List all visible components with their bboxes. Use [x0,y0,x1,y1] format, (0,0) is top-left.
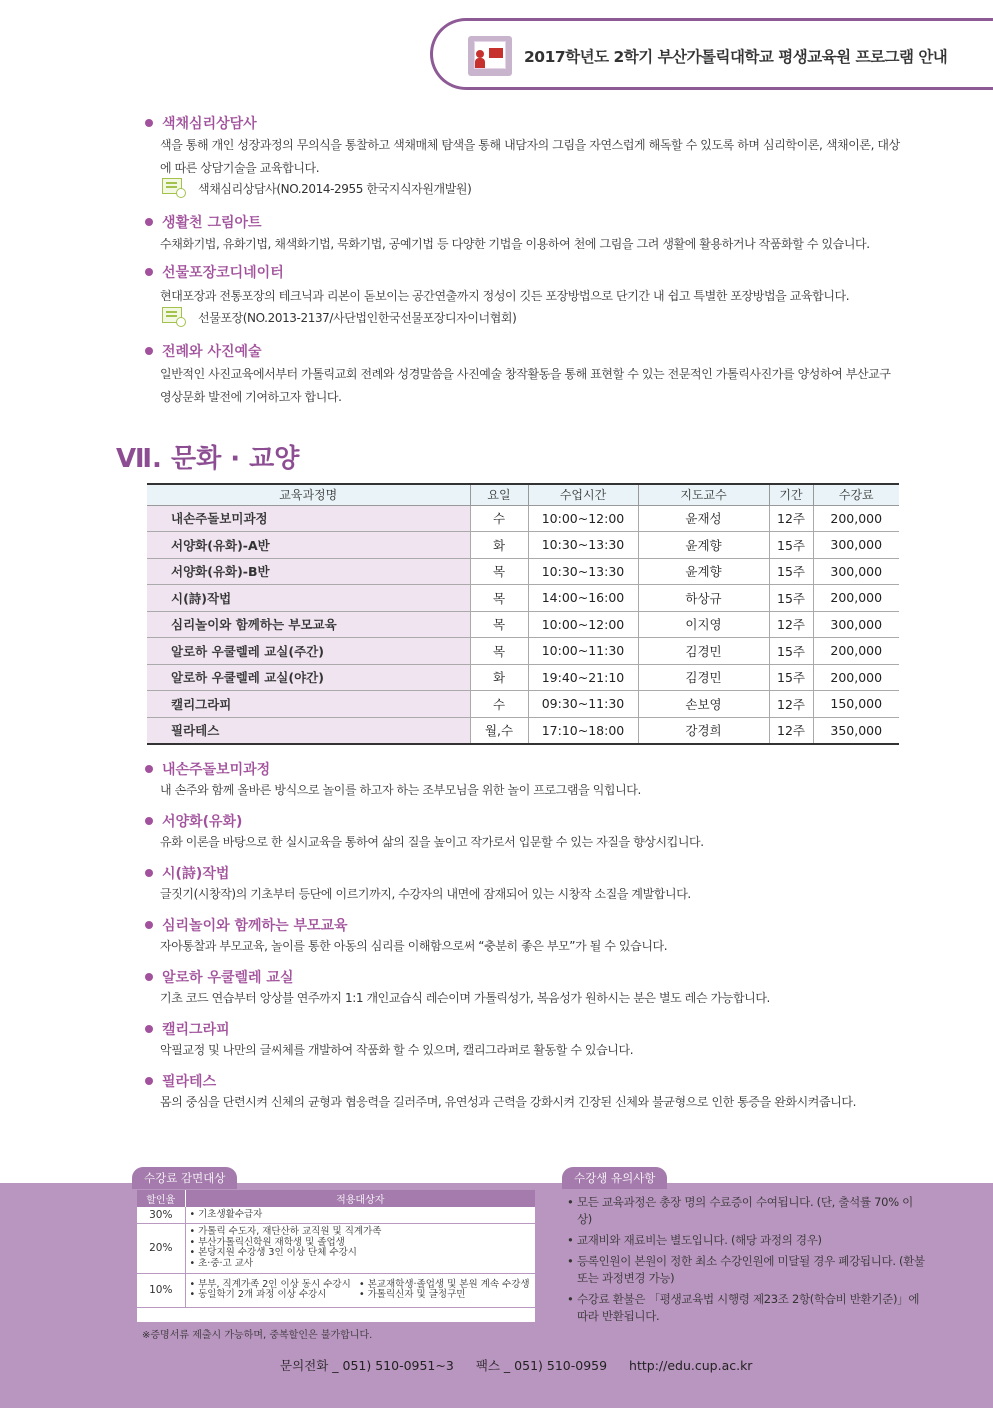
discount-targets [355,1273,535,1307]
notice-item: • 등록인원이 본원이 정한 최소 수강인원에 미달될 경우 폐강됩니다. (환불 또는 과정변경 가능) [565,1253,925,1287]
col-header-course: 교육과정명 [147,484,470,505]
certificate-icon [162,307,188,329]
course-instructor: 윤재성 [638,505,769,532]
course-fee: 300,000 [813,558,899,585]
discount-target-item: • 부산가톨릭신학원 재학생 및 졸업생 [189,1236,345,1248]
section-title: 서양화(유화) [162,814,243,830]
discount-header-target: 적용대상자 [185,1190,535,1207]
table-row [147,558,899,585]
col-header-instructor: 지도교수 [638,484,769,505]
bullet-icon [145,1025,153,1033]
course-fee: 200,000 [813,505,899,532]
section-desc: 현대포장과 전통포장의 테크닉과 리본이 돋보이는 공간연출까지 정성이 깃든 포장방법으로 단기간 내 쉽고 특별한 포장방법을 교육합니다. [160,289,850,303]
course-period: 12주 [769,505,813,532]
section-title: 전례와 사진예술 [162,344,262,360]
table-row [147,664,899,691]
course-instructor: 윤계향 [638,532,769,559]
chapter-title: Ⅶ. 문화 · 교양 [116,444,300,474]
course-day: 목 [470,585,528,612]
section-title: 시(詩)작법 [162,866,230,882]
page-header-title: 2017학년도 2학기 부산가톨릭대학교 평생교육원 프로그램 안내 [524,48,948,66]
course-instructor: 이지영 [638,611,769,638]
course-name: 서양화(유화)-A반 [147,532,470,559]
course-instructor: 손보영 [638,691,769,718]
course-period: 12주 [769,611,813,638]
section-desc: 유화 이론을 바탕으로 한 실시교육을 통하여 삶의 질을 높이고 작가로서 입문할 수 있는 자질을 향상시킵니다. [160,835,704,849]
table-row [147,691,899,718]
notice-tag: 수강생 유의사항 [562,1167,667,1189]
course-name: 필라테스 [147,717,470,744]
notice-item: • 수강료 환불은 「평생교육법 시행령 제23조 2항(학습비 반환기준)」에 따라 반환됩니다. [565,1291,925,1325]
course-fee: 200,000 [813,585,899,612]
course-table [147,483,899,745]
discount-targets [185,1207,535,1223]
course-period: 15주 [769,532,813,559]
section-desc: 기초 코드 연습부터 앙상블 연주까지 1:1 개인교습식 레슨이며 가톨릭성가, 복음성가 원하시는 분은 별도 레슨 가능합니다. [160,991,770,1005]
table-row [147,638,899,665]
course-day: 수 [470,691,528,718]
table-row [147,717,899,744]
discount-target-item: • 기초생활수급자 [189,1208,263,1220]
course-time: 10:30~13:30 [528,532,638,559]
section-title: 생활천 그림아트 [162,215,262,231]
course-day: 화 [470,532,528,559]
course-fee: 300,000 [813,532,899,559]
course-instructor: 하상규 [638,585,769,612]
discount-target-item: • 가톨릭신자 및 글정구민 [359,1289,466,1300]
course-time: 10:00~12:00 [528,611,638,638]
section-title: 내손주돌보미과정 [162,762,271,778]
course-name: 알로하 우쿨렐레 교실(주간) [147,638,470,665]
contact-line [280,1356,770,1374]
discount-rate: 30% [137,1207,185,1223]
course-name: 시(詩)작법 [147,585,470,612]
discount-row [137,1273,535,1307]
bullet-icon [145,869,153,877]
course-day: 목 [470,558,528,585]
course-instructor: 윤계향 [638,558,769,585]
section-desc: 몸의 중심을 단련시켜 신체의 균형과 협응력을 길러주며, 유연성과 근력을 강화시켜 긴장된 신체와 불균형으로 인한 통증을 완화시켜줍니다. [160,1095,856,1109]
course-fee: 350,000 [813,717,899,744]
course-period: 12주 [769,717,813,744]
discount-row [137,1223,535,1273]
discount-tag: 수강료 감면대상 [132,1167,237,1189]
discount-note: ※증명서류 제출시 가능하며, 중복할인은 불가합니다. [142,1330,373,1341]
table-row [147,532,899,559]
course-day: 수 [470,505,528,532]
discount-target-item: • 본교재학생·졸업생 및 본원 계속 수강생 [359,1278,530,1290]
discount-table [137,1190,535,1308]
bullet-icon [145,973,153,981]
section-desc: 악필교정 및 나만의 글씨체를 개발하여 작품화 할 수 있으며, 캘리그라퍼로 활동할 수 있습니다. [160,1043,634,1057]
col-header-period: 기간 [769,484,813,505]
discount-target-item: • 동일학기 2개 과정 이상 수강시 [189,1289,327,1300]
table-row [147,505,899,532]
section-desc: 색을 통해 개인 성장과정의 무의식을 통찰하고 색채매체 탐색을 통해 내담자의 그림을 자연스럽게 해독할 수 있도록 하며 심리학이론, 색채이론, 대상에 따른 상담기술을 교육합니다. [160,138,900,175]
table-row [147,585,899,612]
course-period: 15주 [769,585,813,612]
course-period: 15주 [769,638,813,665]
section-desc: 수채화기법, 유화기법, 채색화기법, 묵화기법, 공예기법 등 다양한 기법을 이용하여 천에 그림을 그려 생활에 활용하거나 작품화할 수 있습니다. [160,237,870,251]
course-day: 목 [470,638,528,665]
bullet-icon [145,119,153,127]
discount-row [137,1207,535,1223]
discount-target-item: • 부부, 직계가족 2인 이상 동시 수강시 [189,1278,351,1290]
section-title: 캘리그라피 [162,1022,230,1038]
section-desc: 내 손주와 함께 올바른 방식으로 놀이를 하고자 하는 조부모님을 위한 놀이 프로그램을 익힙니다. [160,783,641,797]
course-instructor: 김경민 [638,638,769,665]
discount-target-item: • 본당지원 수강생 3인 이상 단체 수강시 [189,1247,357,1258]
contact-fax: 팩스 _ 051) 510-0959 [475,1358,608,1373]
course-day: 화 [470,664,528,691]
bullet-icon [145,1077,153,1085]
contact-phone: 문의전화 _ 051) 510-0951~3 [280,1358,454,1373]
course-time: 09:30~11:30 [528,691,638,718]
contact-url[interactable]: http://edu.cup.ac.kr [629,1358,753,1373]
course-time: 19:40~21:10 [528,664,638,691]
section-desc: 글짓기(시창작)의 기초부터 등단에 이르기까지, 수강자의 내면에 잠재되어 있는 시창작 소질을 계발합니다. [160,887,691,901]
course-fee: 200,000 [813,638,899,665]
notice-item: • 교재비와 재료비는 별도입니다. (해당 과정의 경우) [565,1232,925,1249]
discount-header-rate: 할인율 [137,1190,185,1207]
table-header-row [147,484,899,505]
course-name: 심리놀이와 함께하는 부모교육 [147,611,470,638]
col-header-day: 요일 [470,484,528,505]
section-title: 색채심리상담사 [162,116,257,132]
section-title: 선물포장코디네이터 [162,265,284,281]
discount-targets [185,1273,355,1307]
notice-item: • 모든 교육과정은 총장 명의 수료증이 수여됩니다. (단, 출석률 70% 이상) [565,1194,925,1228]
discount-target-item: • 초·중·고 교사 [189,1257,254,1269]
section-desc: 자아통찰과 부모교육, 놀이를 통한 아동의 심리를 이해함으로써 “충분히 좋은 부모”가 될 수 있습니다. [160,939,668,953]
bullet-icon [145,268,153,276]
course-time: 10:00~11:30 [528,638,638,665]
bullet-icon [145,218,153,226]
table-row [147,611,899,638]
certificate-text: 선물포장(NO.2013-2137/사단법인한국선물포장디자이너협회) [198,311,517,325]
certificate-text: 색채심리상담사(NO.2014-2955 한국지식자원개발원) [198,182,472,196]
course-period: 15주 [769,558,813,585]
course-time: 10:00~12:00 [528,505,638,532]
col-header-fee: 수강료 [813,484,899,505]
presentation-icon [468,36,512,76]
discount-rate: 10% [137,1273,185,1307]
course-fee: 200,000 [813,664,899,691]
course-name: 내손주돌보미과정 [147,505,470,532]
course-period: 12주 [769,691,813,718]
bullet-icon [145,921,153,929]
course-time: 17:10~18:00 [528,717,638,744]
course-fee: 150,000 [813,691,899,718]
certificate-icon [162,178,188,200]
section-desc: 일반적인 사진교육에서부터 가톨릭교회 전례와 성경말씀을 사진예술 창작활동을 통해 표현할 수 있는 전문적인 가톨릭사진가를 양성하여 부산교구 영상문화 발전에 기여하고자 합니다. [160,367,891,404]
course-period: 15주 [769,664,813,691]
discount-target-item: • 가톨릭 수도자, 재단산하 교직원 및 직계가족 [189,1226,382,1237]
course-instructor: 강경희 [638,717,769,744]
course-name: 알로하 우쿨렐레 교실(야간) [147,664,470,691]
bullet-icon [145,347,153,355]
course-time: 10:30~13:30 [528,558,638,585]
section-title: 필라테스 [162,1074,217,1090]
discount-table-box [137,1190,535,1322]
section-title: 심리놀이와 함께하는 부모교육 [162,918,348,934]
course-instructor: 김경민 [638,664,769,691]
course-fee: 300,000 [813,611,899,638]
bullet-icon [145,817,153,825]
course-name: 서양화(유화)-B반 [147,558,470,585]
course-name: 캘리그라피 [147,691,470,718]
discount-targets [185,1223,535,1273]
notice-list [565,1194,925,1329]
discount-rate: 20% [137,1223,185,1273]
course-day: 월,수 [470,717,528,744]
course-day: 목 [470,611,528,638]
course-time: 14:00~16:00 [528,585,638,612]
section-title: 알로하 우쿨렐레 교실 [162,970,294,986]
col-header-time: 수업시간 [528,484,638,505]
bullet-icon [145,765,153,773]
